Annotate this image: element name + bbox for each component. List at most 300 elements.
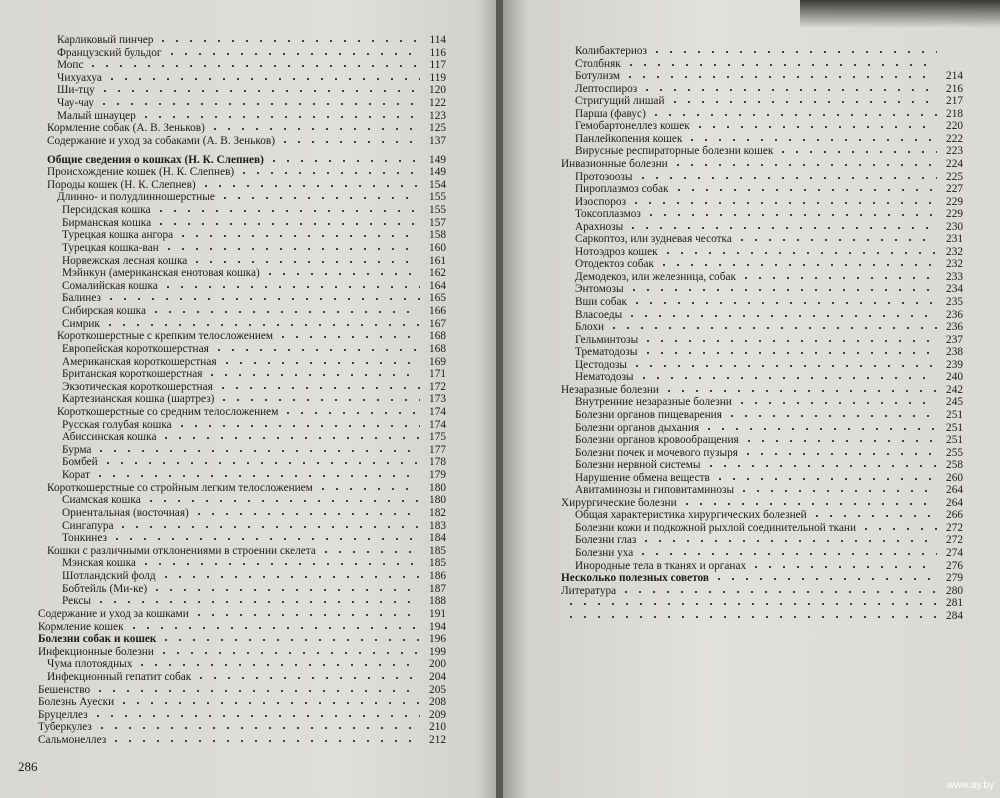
toc-entry-page: 172 <box>429 380 446 393</box>
dot-leader <box>103 317 420 327</box>
toc-entry-title: Гельминтозы <box>575 333 639 346</box>
toc-entry-page: 179 <box>429 469 446 482</box>
toc-entry-title: Сибирская кошка <box>62 305 146 318</box>
toc-entry-page: 272 <box>946 521 963 534</box>
toc-entry-page: 279 <box>946 572 963 585</box>
toc-entry-page: 180 <box>429 494 446 507</box>
dot-leader <box>154 216 420 226</box>
toc-entry-title: Французский бульдог <box>57 46 162 59</box>
toc-entry-title: Бирманская кошка <box>62 216 152 229</box>
dot-leader <box>735 232 937 242</box>
toc-entry-page: 161 <box>429 254 446 267</box>
dot-leader <box>220 355 420 365</box>
toc-entry-title: Болезни органов пищеварения <box>575 408 722 421</box>
dot-leader <box>150 582 420 592</box>
dot-leader <box>101 455 420 465</box>
toc-entry-title: Болезни кожи и подкожной рыхлой соединительной ткани <box>575 521 857 534</box>
dot-leader <box>199 178 420 188</box>
toc-entry-title: Кормление собак (А. В. Зеньков) <box>47 122 205 135</box>
toc-entry-page: 240 <box>946 371 963 384</box>
toc-entry-page: 149 <box>429 166 446 179</box>
dot-leader <box>713 471 937 481</box>
toc-entry-page: 174 <box>429 405 446 418</box>
toc-entry-title: Нотоэдроз кошек <box>575 245 658 258</box>
toc-entry-page: 167 <box>429 317 446 330</box>
dot-leader <box>217 392 420 402</box>
dot-leader <box>218 190 420 200</box>
toc-entry-page: 255 <box>946 446 963 459</box>
toc-entry-title: Бобтейль (Ми-ке) <box>62 582 148 595</box>
dot-leader <box>737 483 937 493</box>
dot-leader <box>93 468 420 478</box>
dot-leader <box>625 308 937 318</box>
dot-leader <box>139 109 420 119</box>
toc-entry-title: Бруцеллез <box>38 708 88 721</box>
dot-leader <box>668 94 938 104</box>
toc-entry-title: Шотландский фолд <box>62 570 156 583</box>
toc-entry-title: Бешенство <box>38 683 91 696</box>
toc-entry-title: Чума плотоядных <box>47 658 133 671</box>
toc-entry-title: Симрик <box>62 317 100 330</box>
toc-entry-title: Токсоплазмоз <box>575 208 641 221</box>
toc-entry-page: 188 <box>429 595 446 608</box>
dot-leader <box>176 228 420 238</box>
toc-entry-page: 232 <box>946 245 963 258</box>
toc-entry-title: Инородные тела в тканях и органах <box>575 559 747 572</box>
toc-entry-title: Картезианская кошка (шартрез) <box>62 393 215 406</box>
toc-entry-title: Саркоптоз, или зудневая чесотка <box>575 233 732 246</box>
toc-entry-title: Несколько полезных советов <box>561 572 710 585</box>
toc-entry-page: 125 <box>429 122 446 135</box>
toc-entry-title: Русская голубая кошка <box>62 418 172 431</box>
dot-leader <box>267 153 420 163</box>
dot-leader <box>110 531 420 541</box>
toc-entry-title: Инфекционный гепатит собак <box>47 671 192 683</box>
toc-entry-page: 264 <box>946 484 963 497</box>
toc-entry-page: 199 <box>429 645 446 658</box>
toc-entry-page: 209 <box>429 708 446 721</box>
toc-entry-page: 251 <box>946 421 963 434</box>
toc-entry-title: Цестодозы <box>575 358 628 371</box>
toc-entry-page: 187 <box>429 582 446 595</box>
toc-entry-title: Корат <box>62 469 90 482</box>
toc-entry-page: 183 <box>429 519 446 532</box>
toc-entry-page: 233 <box>946 270 963 283</box>
dot-leader <box>117 695 420 705</box>
toc-entry-page: 229 <box>946 195 963 208</box>
toc-entry-title: Происхождение кошек (Н. К. Слепнев) <box>47 166 235 179</box>
dot-leader <box>95 720 420 730</box>
toc-entry-page: 155 <box>429 191 446 204</box>
dot-leader <box>739 270 937 280</box>
toc-entry-page: 137 <box>429 134 446 147</box>
toc-entry <box>47 134 446 148</box>
dot-leader <box>91 708 420 718</box>
toc-entry-page: 208 <box>429 696 446 709</box>
toc-entry-title: Турецкая кошка-ван <box>62 241 159 254</box>
right-page <box>503 0 1000 798</box>
toc-entry-title: Мэйнкун (американская енотовая кошка) <box>62 267 260 280</box>
dot-leader <box>704 458 937 468</box>
toc-entry-page: 225 <box>946 170 963 183</box>
dot-leader <box>661 245 937 255</box>
dot-leader <box>175 418 420 428</box>
dot-leader <box>93 683 420 693</box>
dot-leader <box>192 506 420 516</box>
toc-entry-title: Туберкулез <box>38 721 92 734</box>
dot-leader <box>672 182 938 192</box>
dot-leader <box>159 569 420 579</box>
toc-entry-page: 284 <box>946 609 963 622</box>
toc-entry-page: 182 <box>429 506 446 519</box>
dot-leader <box>154 203 420 213</box>
toc-entry-page: 168 <box>429 342 446 355</box>
toc-entry-title: Сомалийская кошка <box>62 279 158 292</box>
toc-entry-page: 194 <box>429 620 446 633</box>
toc-entry-page: 177 <box>429 443 446 456</box>
dot-leader <box>94 443 420 453</box>
toc-entry-page: 185 <box>429 557 446 570</box>
toc-entry-title: Арахнозы <box>575 220 624 233</box>
toc-entry-page: 116 <box>429 46 446 59</box>
toc-entry-title: Американская короткошерстная <box>62 355 217 368</box>
dot-leader <box>630 295 937 305</box>
toc-entry-title: Энтомозы <box>575 283 624 296</box>
toc-entry-page: 185 <box>429 544 446 557</box>
toc-entry-title: Чау-чау <box>57 97 94 110</box>
dot-leader <box>636 170 938 180</box>
dot-leader <box>639 533 937 543</box>
toc-entry-page: 186 <box>429 570 446 583</box>
toc-entry-page: 264 <box>946 496 963 509</box>
toc-entry-page: 224 <box>946 157 963 170</box>
dot-leader <box>859 521 937 531</box>
dot-leader <box>627 282 937 292</box>
toc-entry-title: Кошки с различными отклонениями в строении скелета <box>47 544 316 557</box>
toc-entry-title: Балинез <box>62 292 101 305</box>
dot-leader <box>208 121 420 131</box>
toc-entry-page: 280 <box>946 584 963 597</box>
dot-leader <box>139 556 420 566</box>
watermark: www.ay.by <box>946 780 994 791</box>
toc-entry-page: 173 <box>429 393 446 406</box>
toc-entry-page: 251 <box>946 434 963 447</box>
toc-entry-page: 281 <box>946 597 963 610</box>
toc-entry-page: 154 <box>429 178 446 191</box>
toc-entry-title: Общие сведения о кошках (Н. К. Слепнев) <box>47 153 264 166</box>
toc-entry-page: 164 <box>429 279 446 292</box>
dot-leader <box>636 546 937 556</box>
toc-entry-page: 227 <box>946 183 963 196</box>
dot-leader <box>741 446 937 456</box>
dot-leader <box>640 82 937 92</box>
dot-leader <box>607 320 937 330</box>
dot-leader <box>194 670 420 680</box>
dot-leader <box>626 220 937 230</box>
toc-entry-page: 237 <box>946 333 963 346</box>
toc-entry-page: 200 <box>429 658 446 671</box>
toc-entry-title: Ши-тцу <box>57 84 95 97</box>
dot-leader <box>86 58 420 68</box>
dot-leader <box>623 69 937 79</box>
dot-leader <box>680 496 937 506</box>
toc-entry-title: Содержание и уход за кошками <box>38 607 189 620</box>
toc-entry-title: Власоеды <box>575 308 623 321</box>
dot-leader <box>278 134 420 144</box>
toc-entry-title: Нарушение обмена веществ <box>575 471 710 484</box>
dot-leader <box>104 291 420 301</box>
dot-leader <box>776 144 937 154</box>
dot-leader <box>281 405 420 415</box>
toc-entry-page: 251 <box>946 408 963 421</box>
dot-leader <box>316 481 420 491</box>
dot-leader <box>619 584 937 594</box>
toc-entry-page: 266 <box>946 509 963 522</box>
toc-entry-page: 212 <box>429 734 446 747</box>
dot-leader <box>157 645 420 655</box>
toc-entry-title: Стригущий лишай <box>575 95 665 108</box>
toc-entry-page: 276 <box>946 559 963 572</box>
dot-leader <box>149 304 420 314</box>
toc-entry-title: Бурма <box>62 443 92 456</box>
toc-entry-title: Ориентальная (восточная) <box>62 506 189 519</box>
toc-entry-page: 210 <box>429 721 446 734</box>
toc-entry-page: 274 <box>946 547 963 559</box>
toc-entry <box>561 609 963 623</box>
toc-entry-page: 119 <box>429 71 446 84</box>
toc-entry-title: Абиссинская кошка <box>62 431 157 444</box>
toc-entry-title: Мопс <box>57 59 84 72</box>
dot-leader <box>702 421 937 431</box>
dot-leader <box>156 33 420 43</box>
dot-leader <box>263 266 420 276</box>
dot-leader <box>237 165 420 175</box>
toc-entry-title: Демодекоз, или железница, собак <box>575 270 736 283</box>
toc-entry-page: 180 <box>429 481 446 494</box>
toc-entry-title: Литература <box>561 584 617 597</box>
toc-entry-page: 155 <box>429 204 446 217</box>
toc-entry-title: Колибактериоз <box>575 45 648 57</box>
dot-leader <box>109 733 420 743</box>
dot-leader <box>644 207 937 217</box>
toc-entry-title: Британская короткошерстная <box>62 368 203 381</box>
toc-entry-page: 260 <box>946 471 963 484</box>
toc-entry-title: Нематодозы <box>575 371 634 384</box>
toc-entry-page: 239 <box>946 358 963 371</box>
toc-entry-title: Малый шнауцер <box>57 109 136 122</box>
toc-entry-page: 229 <box>946 208 963 221</box>
toc-entry-title: Болезни уха <box>575 547 634 559</box>
dot-leader <box>165 46 421 56</box>
toc-entry-title: Болезни нервной системы <box>575 459 701 472</box>
toc-entry-title: Болезни органов дыхания <box>575 421 700 434</box>
dot-leader <box>127 620 420 630</box>
dot-leader <box>94 594 420 604</box>
toc-entry-title: Панлейкопения кошек <box>575 132 683 145</box>
toc-entry-page: 174 <box>429 418 446 431</box>
toc-entry-title: Турецкая кошка ангора <box>62 229 174 242</box>
toc-entry-title: Авитаминозы и гиповитаминозы <box>575 484 735 497</box>
toc-entry-page: 258 <box>946 459 963 472</box>
toc-entry-page: 165 <box>429 292 446 305</box>
toc-entry-title: Гемобартонеллез кошек <box>575 120 690 133</box>
toc-entry-page: 220 <box>946 120 963 133</box>
dot-leader <box>162 241 420 251</box>
dot-leader <box>564 609 937 619</box>
dot-leader <box>276 329 420 339</box>
toc-entry-title: Болезни собак и кошек <box>38 633 157 646</box>
dot-leader <box>735 395 937 405</box>
toc-entry-title: Карликовый пинчер <box>57 34 154 46</box>
toc-entry-title: Сиамская кошка <box>62 494 141 507</box>
toc-entry-title: Парша (фавус) <box>575 107 646 120</box>
toc-entry-title: Сальмонеллез <box>38 734 107 747</box>
dot-leader <box>650 44 937 54</box>
dot-leader <box>564 596 937 606</box>
toc-entry-page: 245 <box>946 396 963 409</box>
toc-entry-page: 169 <box>429 355 446 368</box>
dot-leader <box>135 657 420 667</box>
toc-entry-page: 149 <box>429 153 446 166</box>
toc-entry-page: 205 <box>429 683 446 696</box>
toc-entry-page: 235 <box>946 296 963 308</box>
toc-entry-page: 158 <box>429 229 446 242</box>
dot-leader <box>725 408 937 418</box>
left-page <box>0 0 498 798</box>
toc-entry-page: 216 <box>946 82 963 95</box>
dot-leader <box>641 345 938 355</box>
toc-entry-page: 218 <box>946 107 963 120</box>
toc-entry-page: 196 <box>429 633 446 646</box>
toc-entry-page: 204 <box>429 671 446 683</box>
dot-leader <box>624 57 937 67</box>
toc-entry-title: Протозоозы <box>575 170 633 183</box>
dot-leader <box>144 493 420 503</box>
dot-leader <box>810 508 937 518</box>
dot-leader <box>662 383 937 393</box>
dot-leader <box>216 380 420 390</box>
dot-leader <box>116 519 420 529</box>
toc-entry-page: 117 <box>429 59 446 72</box>
dot-leader <box>749 559 937 569</box>
toc-entry-title: Болезни органов кровообращения <box>575 434 739 447</box>
toc-entry-title: Чихуахуа <box>57 71 102 84</box>
toc-entry-title: Ботулизм <box>575 70 621 83</box>
toc-entry-page: 217 <box>946 95 963 108</box>
toc-entry-title: Содержание и уход за собаками (А. В. Зеньков) <box>47 134 276 147</box>
toc-entry-page: 236 <box>946 321 963 334</box>
toc-entry-title: Короткошерстные с крепким телосложением <box>57 330 274 343</box>
toc-entry-title: Короткошерстные со средним телосложением <box>57 405 279 418</box>
toc-entry-title: Блохи <box>575 321 605 334</box>
dot-leader <box>159 430 420 440</box>
toc-entry-title: Европейская короткошерстная <box>62 342 209 355</box>
toc-entry-title: Инфекционные болезни <box>38 645 154 658</box>
toc-entry-page: 114 <box>429 34 446 46</box>
toc-entry-title: Бомбей <box>62 456 98 469</box>
dot-leader <box>192 607 420 617</box>
toc-entry-page: 242 <box>946 383 963 396</box>
toc-entry-title: Болезни почек и мочевого пузыря <box>575 446 738 459</box>
toc-entry-page: 191 <box>429 607 446 620</box>
dot-leader <box>212 342 420 352</box>
toc-entry-title: Короткошерстные со стройным легким телосложением <box>47 481 313 494</box>
dot-leader <box>742 433 937 443</box>
toc-entry-page: 120 <box>429 84 446 97</box>
toc-entry-title: Рексы <box>62 595 91 608</box>
toc-entry-page: 123 <box>429 109 446 122</box>
page-number: 286 <box>18 759 38 774</box>
toc-entry-page: 223 <box>946 145 963 158</box>
toc-entry-page: 232 <box>946 258 963 271</box>
toc-entry-title: Незаразные болезни <box>561 383 659 396</box>
dot-leader <box>105 71 420 81</box>
toc-entry <box>38 733 446 747</box>
toc-entry-title: Пироплазмоз собак <box>575 183 669 196</box>
toc-entry-page: 238 <box>946 346 963 359</box>
dot-leader <box>98 83 420 93</box>
toc-entry-page: 162 <box>429 267 446 280</box>
toc-entry-title: Сингапура <box>62 519 114 532</box>
toc-entry-page: 184 <box>429 532 446 545</box>
dot-leader <box>671 157 937 167</box>
toc-entry-title: Трематодозы <box>575 346 638 359</box>
toc-entry-title: Породы кошек (Н. К. Слепнев) <box>47 178 196 191</box>
toc-entry-page: 175 <box>429 431 446 444</box>
dot-leader <box>657 257 937 267</box>
dot-leader <box>205 367 420 377</box>
toc-entry-title: Норвежская лесная кошка <box>62 254 188 267</box>
dot-leader <box>637 370 937 380</box>
toc-entry-title: Отодектоз собак <box>575 258 655 271</box>
corner-shadow <box>800 0 1000 28</box>
dot-leader <box>97 96 420 106</box>
toc-entry-page: 236 <box>946 308 963 321</box>
toc-entry-title: Экзотическая короткошерстная <box>62 380 213 393</box>
toc-entry-page: 168 <box>429 330 446 343</box>
dot-leader <box>641 333 937 343</box>
dot-leader <box>630 358 937 368</box>
toc-entry-title: Вши собак <box>575 296 628 308</box>
toc-entry-title: Внутренние незаразные болезни <box>575 396 732 409</box>
dot-leader <box>685 132 937 142</box>
toc-entry-page: 157 <box>429 216 446 229</box>
dot-leader <box>159 632 420 642</box>
toc-entry-title: Общая характеристика хирургических болезней <box>575 509 807 522</box>
toc-entry-page: 230 <box>946 220 963 233</box>
toc-entry-title: Вирусные респираторные болезни кошек <box>575 145 774 158</box>
toc-entry-title: Длинно- и полудлинношерстные <box>57 191 215 204</box>
dot-leader <box>693 119 937 129</box>
dot-leader <box>190 254 420 264</box>
toc-entry-page: 171 <box>429 368 446 381</box>
toc-entry-title: Персидская кошка <box>62 204 151 217</box>
toc-entry-title: Инвазионные болезни <box>561 157 668 170</box>
toc-entry-title: Кормление кошек <box>38 620 124 633</box>
toc-entry-title: Столбняк <box>575 57 621 70</box>
dot-leader <box>712 571 937 581</box>
toc-entry-title: Тонкинез <box>62 532 107 545</box>
toc-entry-page: 166 <box>429 305 446 318</box>
toc-entry-title: Лептоспироз <box>575 82 638 95</box>
toc-entry-title: Хирургические болезни <box>561 496 677 509</box>
toc-entry-title: Мэнская кошка <box>62 557 136 570</box>
toc-entry-page: 122 <box>429 97 446 110</box>
dot-leader <box>629 195 937 205</box>
dot-leader <box>161 279 420 289</box>
toc-entry-title: Болезни глаз <box>575 534 637 547</box>
toc-entry-page: 231 <box>946 233 963 246</box>
